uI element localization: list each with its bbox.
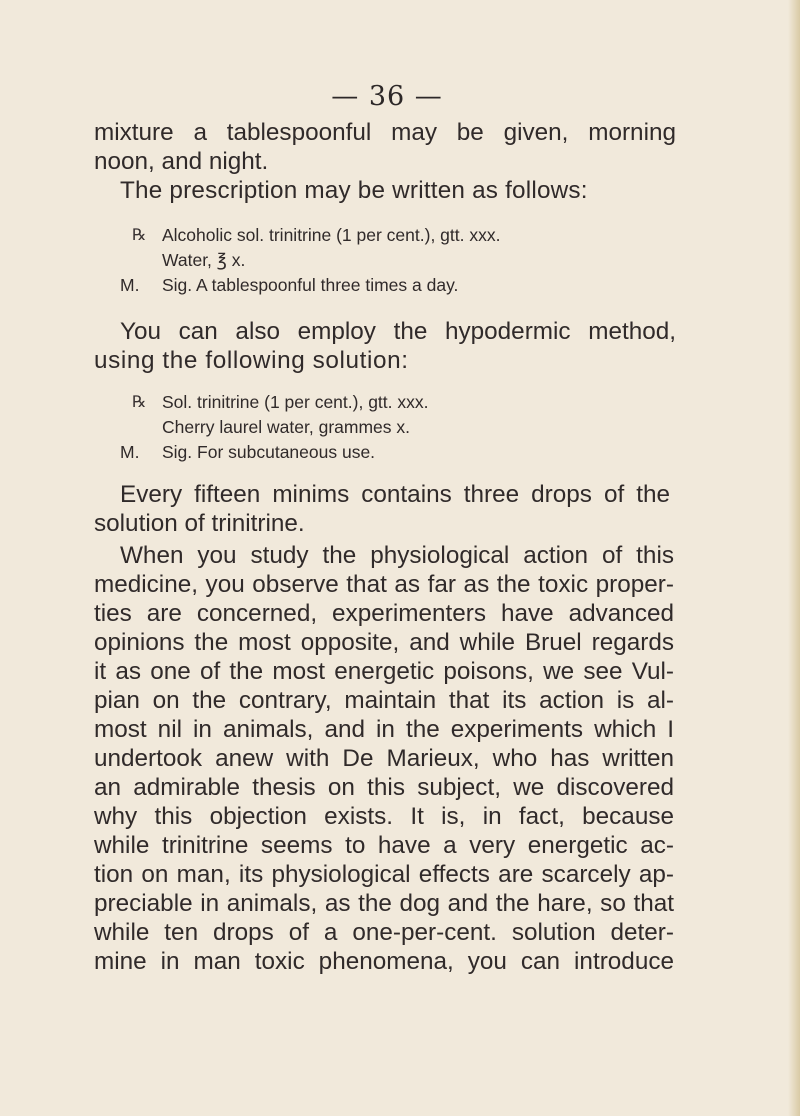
body-line: using the following solution:	[94, 347, 409, 374]
body-line: noon, and night.	[94, 148, 269, 175]
rx-symbol: ℞	[132, 392, 147, 411]
body-line: When you study the physiological action of this	[120, 542, 674, 569]
body-line: Every fifteen minims contains three drops of the	[120, 481, 670, 508]
body-line: pian on the contrary, maintain that its action is al-	[94, 687, 674, 714]
mix-label: M.	[120, 275, 140, 295]
mix-label: M.	[120, 442, 140, 462]
body-line: undertook anew with De Marieux, who has written	[94, 745, 674, 772]
body-line: why this objection exists. It is, in fact, because	[94, 803, 674, 830]
body-line: most nil in animals, and in the experiments which I	[94, 716, 674, 743]
body-line: an admirable thesis on this subject, we discovered	[94, 774, 674, 801]
prescription-line: Sol. trinitrine (1 per cent.), gtt. xxx.	[162, 392, 429, 412]
body-line: mine in man toxic phenomena, you can introduce	[94, 948, 674, 975]
body-line: tion on man, its physiological effects are scarcely ap-	[94, 861, 674, 888]
body-line: while ten drops of a one-per-cent. solution deter-	[94, 919, 674, 946]
body-line: while trinitrine seems to have a very energetic ac-	[94, 832, 674, 859]
page-number: — 36 —	[331, 81, 443, 112]
body-line: opinions the most opposite, and while Bruel regards	[94, 629, 674, 656]
body-line: it as one of the most energetic poisons, we see Vul-	[94, 658, 674, 685]
body-line: solution of trinitrine.	[94, 510, 305, 537]
prescription-sig: Sig. For subcutaneous use.	[162, 442, 376, 462]
body-line: You can also employ the hypodermic method,	[120, 318, 676, 345]
body-line: ties are concerned, experimenters have advanced	[94, 600, 674, 627]
page-edge-shadow	[788, 0, 800, 1116]
body-line: mixture a tablespoonful may be given, morning	[94, 119, 676, 146]
prescription-line: Cherry laurel water, grammes x.	[162, 417, 410, 437]
body-line: The prescription may be written as follows:	[120, 177, 588, 204]
body-line: medicine, you observe that as far as the toxic proper-	[94, 571, 674, 598]
body-line: preciable in animals, as the dog and the hare, so that	[94, 890, 674, 917]
prescription-line: Alcoholic sol. trinitrine (1 per cent.), gtt. xxx.	[162, 225, 501, 245]
prescription-line: Water, ℥ x.	[162, 250, 246, 270]
rx-symbol: ℞	[132, 225, 147, 244]
prescription-sig: Sig. A tablespoonful three times a day.	[162, 275, 459, 295]
